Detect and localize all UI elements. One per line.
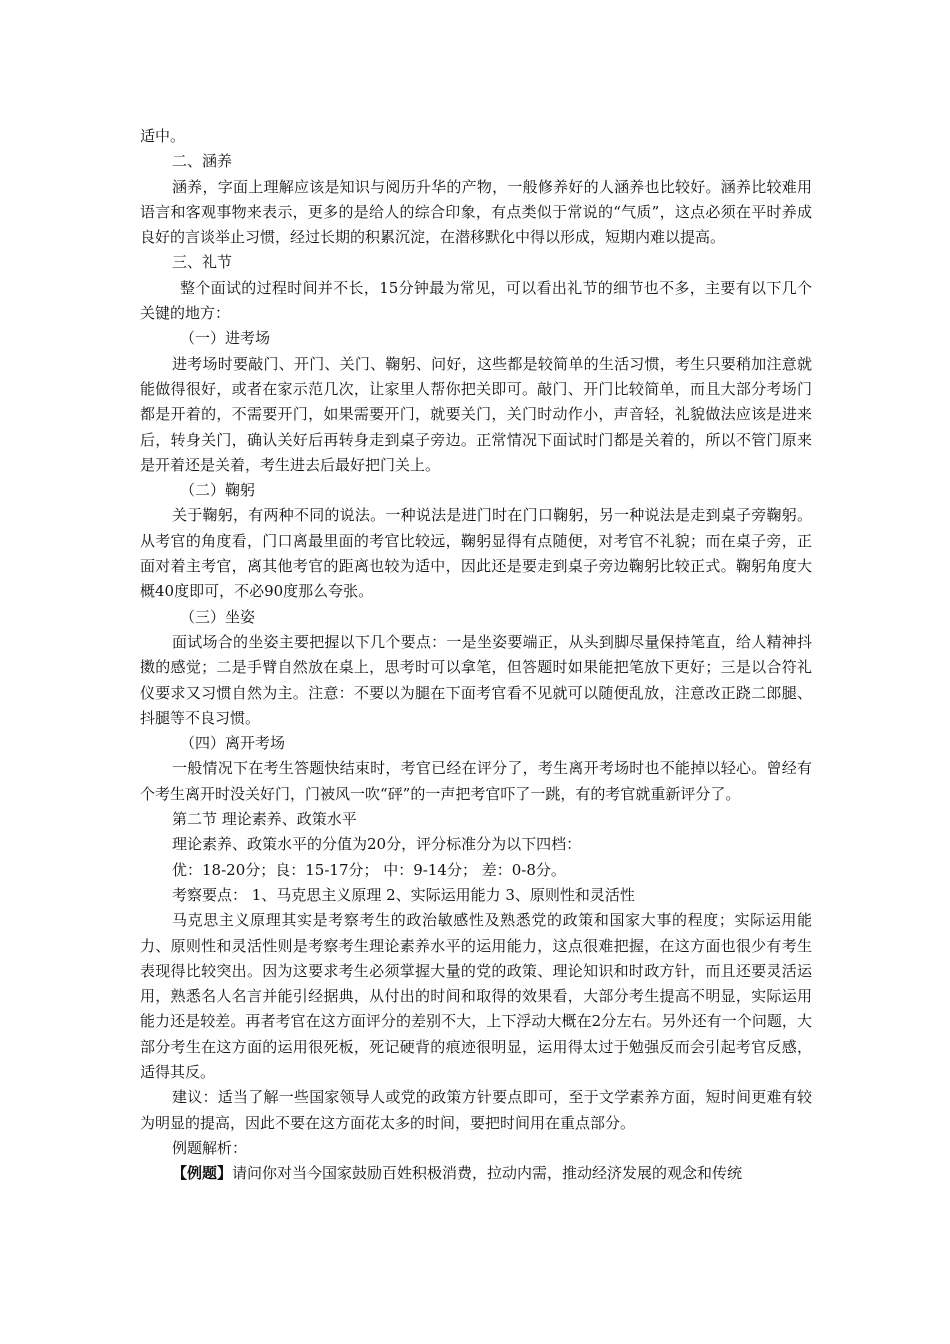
heading-cultivation: 二、涵养 [172,152,233,171]
example-text: 请问你对当今国家鼓励百姓积极消费，拉动内需，推动经济发展的观念和传统 [232,1164,743,1183]
heading-etiquette: 三、礼节 [172,253,233,272]
paragraph-leaving: 一般情况下在考生答题快结束时，考官已经在评分了，考生离开考场时也不能掉以轻心。曾经有个考生离开时没关好门，门被风一吹“砰”的一声把考官吓了一跳，有的考官就重新评分了。 [140,759,812,803]
document-page [140,124,812,1186]
paragraph-continuation: 适中。 [140,127,186,145]
subheading-entering: （一）进考场 [180,329,271,348]
subheading-bowing: （二）鞠躬 [180,481,256,500]
paragraph-entering: 进考场时要敲门、开门、关门、鞠躬、问好，这些都是较简单的生活习惯，考生只要稍加注意就能做得很好，或者在家示范几次，让家里人帮你把关即可。敲门、开门比较简单，而且大部分考场门都是开着的，不需要开门，如果需要开门，就要关门，关门时动作小，声音轻，礼貌做法应该是进来后，转身关门，确认关好后再转身走到桌子旁边。正常情况下面试时门都是关着的，所以不管门原来是开着还是关着，考生进去后最好把门关上。 [140,354,812,474]
paragraph-suggestion: 建议：适当了解一些国家领导人或党的政策方针要点即可，至于文学素养方面，短时间更难有较为明显的提高，因此不要在这方面花太多的时间，要把时间用在重点部分。 [140,1088,812,1132]
section-heading-theory: 第二节 理论素养、政策水平 [172,810,357,829]
paragraph-grades: 优：18-20分；良：15-17分； 中：9-14分； 差：0-8分。 [172,860,566,879]
paragraph-score: 理论素养、政策水平的分值为20分，评分标准分为以下四档： [172,835,582,854]
subheading-leaving: （四）离开考场 [180,734,286,753]
paragraph-etiquette-intro: 整个面试的过程时间并不长，15分钟最为常见，可以看出礼节的细节也不多，主要有以下几个关键的地方： [140,278,812,323]
paragraph-example [140,1161,812,1186]
paragraph-key-points: 考察要点： 1、马克思主义原理 2、实际运用能力 3、原则性和灵活性 [172,885,635,904]
paragraph-example-title: 例题解析： [172,1138,248,1157]
example-label: 【例题】 [172,1164,233,1183]
paragraph-posture: 面试场合的坐姿主要把握以下几个要点：一是坐姿要端正，从头到脚尽量保持笔直，给人精神抖擞的感觉；二是手臂自然放在桌上，思考时可以拿笔，但答题时如果能把笔放下更好；三是以合符礼仪要求又习惯自然为主。注意：不要以为腿在下面考官看不见就可以随便乱放，注意改正跷二郎腿、抖腿等不良习惯。 [140,632,812,727]
paragraph-marxism: 马克思主义原理其实是考察考生的政治敏感性及熟悉党的政策和国家大事的程度；实际运用能力、原则性和灵活性则是考察考生理论素养水平的运用能力，这点很难把握，在这方面也很少有考生表现得比较突出。因为这要求考生必须掌握大量的党的政策、理论知识和时政方针，而且还要灵活运用，熟悉名人名言并能引经据典，从付出的时间和取得的效果看，大部分考生提高不明显，实际运用能力还是较差。再者考官在这方面评分的差别不大，上下浮动大概在2分左右。另外还有一个问题，大部分考生在这方面的运用很死板，死记硬背的痕迹很明显，运用得太过于勉强反而会引起考官反感，适得其反。 [140,911,812,1081]
paragraph-bowing: 关于鞠躬，有两种不同的说法。一种说法是进门时在门口鞠躬，另一种说法是走到桌子旁鞠躬。从考官的角度看，门口离最里面的考官比较远，鞠躬显得有点随便，对考官不礼貌；而在桌子旁，正面对着主考官，离其他考官的距离也较为适中，因此还是要走到桌子旁边鞠躬比较正式。鞠躬角度大概40度即可，不必90度那么夸张。 [140,506,812,601]
subheading-posture: （三）坐姿 [180,607,256,626]
paragraph-cultivation: 涵养，字面上理解应该是知识与阅历升华的产物，一般修养好的人涵养也比较好。涵养比较难用语言和客观事物来表示，更多的是给人的综合印象，有点类似于常说的“气质”，这点必须在平时养成良好的言谈举止习惯，经过长期的积累沉淀，在潜移默化中得以形成，短期内难以提高。 [140,177,812,247]
